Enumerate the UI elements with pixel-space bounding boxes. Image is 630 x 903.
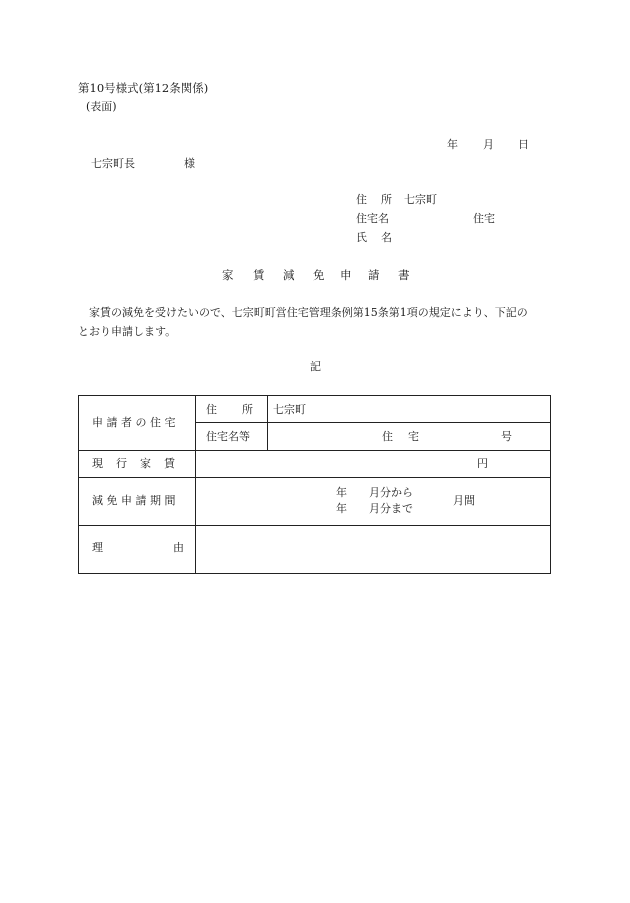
table-hline-row3 (79, 525, 550, 526)
body-line-1: 家賃の減免を受けたいので、七宗町町営住宅管理条例第15条第1項の規定により、下記の (89, 306, 528, 319)
row-label-current-rent: 現 行 家 賃 (92, 457, 176, 470)
row-label-reason-b: 由 (173, 541, 184, 554)
applicant-name-label-2: 名 (381, 231, 392, 244)
row-value-yen: 円 (477, 457, 488, 470)
period-to-year: 年 (336, 502, 347, 515)
period-duration: 月間 (453, 494, 475, 507)
applicant-name-label-1: 氏 (356, 231, 367, 244)
table-hline-row1 (79, 450, 550, 451)
title-char: 申 (340, 268, 352, 282)
row-value-housing-number: 号 (501, 430, 512, 443)
title-char: 賃 (253, 268, 265, 282)
application-table (78, 395, 551, 574)
body-line-2: とおり申請します。 (78, 325, 177, 338)
period-from-month: 月分から (369, 486, 413, 499)
applicant-housing-suffix: 住宅 (473, 212, 495, 225)
applicant-address-label-2: 所 (381, 193, 392, 206)
period-to-month: 月分まで (369, 502, 413, 515)
title-char: 減 (283, 268, 295, 282)
form-number: 第10号様式(第12条関係) (78, 81, 209, 95)
row-label-applicant-housing: 申 請 者 の 住 宅 (92, 416, 176, 429)
period-from-year: 年 (336, 486, 347, 499)
date-day: 日 (518, 138, 529, 151)
date-month: 月 (483, 138, 494, 151)
table-hline-row2 (79, 477, 550, 478)
body-paragraph (78, 303, 554, 341)
row-sublabel-address-b: 所 (242, 403, 253, 416)
table-hline-row1-split (195, 422, 550, 423)
applicant-address-label-1: 住 (356, 193, 367, 206)
row-sublabel-address-a: 住 (206, 403, 217, 416)
row-sublabel-housing-name: 住宅名等 (206, 430, 250, 443)
title-char: 書 (398, 268, 410, 282)
title-char: 家 (222, 268, 234, 282)
row-label-reason-a: 理 (92, 541, 103, 554)
applicant-housing-label: 住宅名 (356, 212, 389, 225)
side-label: (表面) (86, 100, 117, 113)
title-char: 免 (313, 268, 325, 282)
addressee-name: 七宗町長 (91, 157, 135, 170)
row-value-address: 七宗町 (273, 403, 306, 416)
row-label-reduction-period: 減 免 申 請 期 間 (92, 494, 176, 507)
table-vline-sublabel (267, 396, 268, 450)
applicant-address-value: 七宗町 (404, 193, 437, 206)
addressee-honorific: 様 (184, 157, 195, 170)
title-char: 請 (368, 268, 380, 282)
row-value-housing-b: 宅 (408, 430, 419, 443)
ki-label: 記 (310, 360, 321, 373)
date-year: 年 (447, 138, 458, 151)
row-value-housing-a: 住 (382, 430, 393, 443)
